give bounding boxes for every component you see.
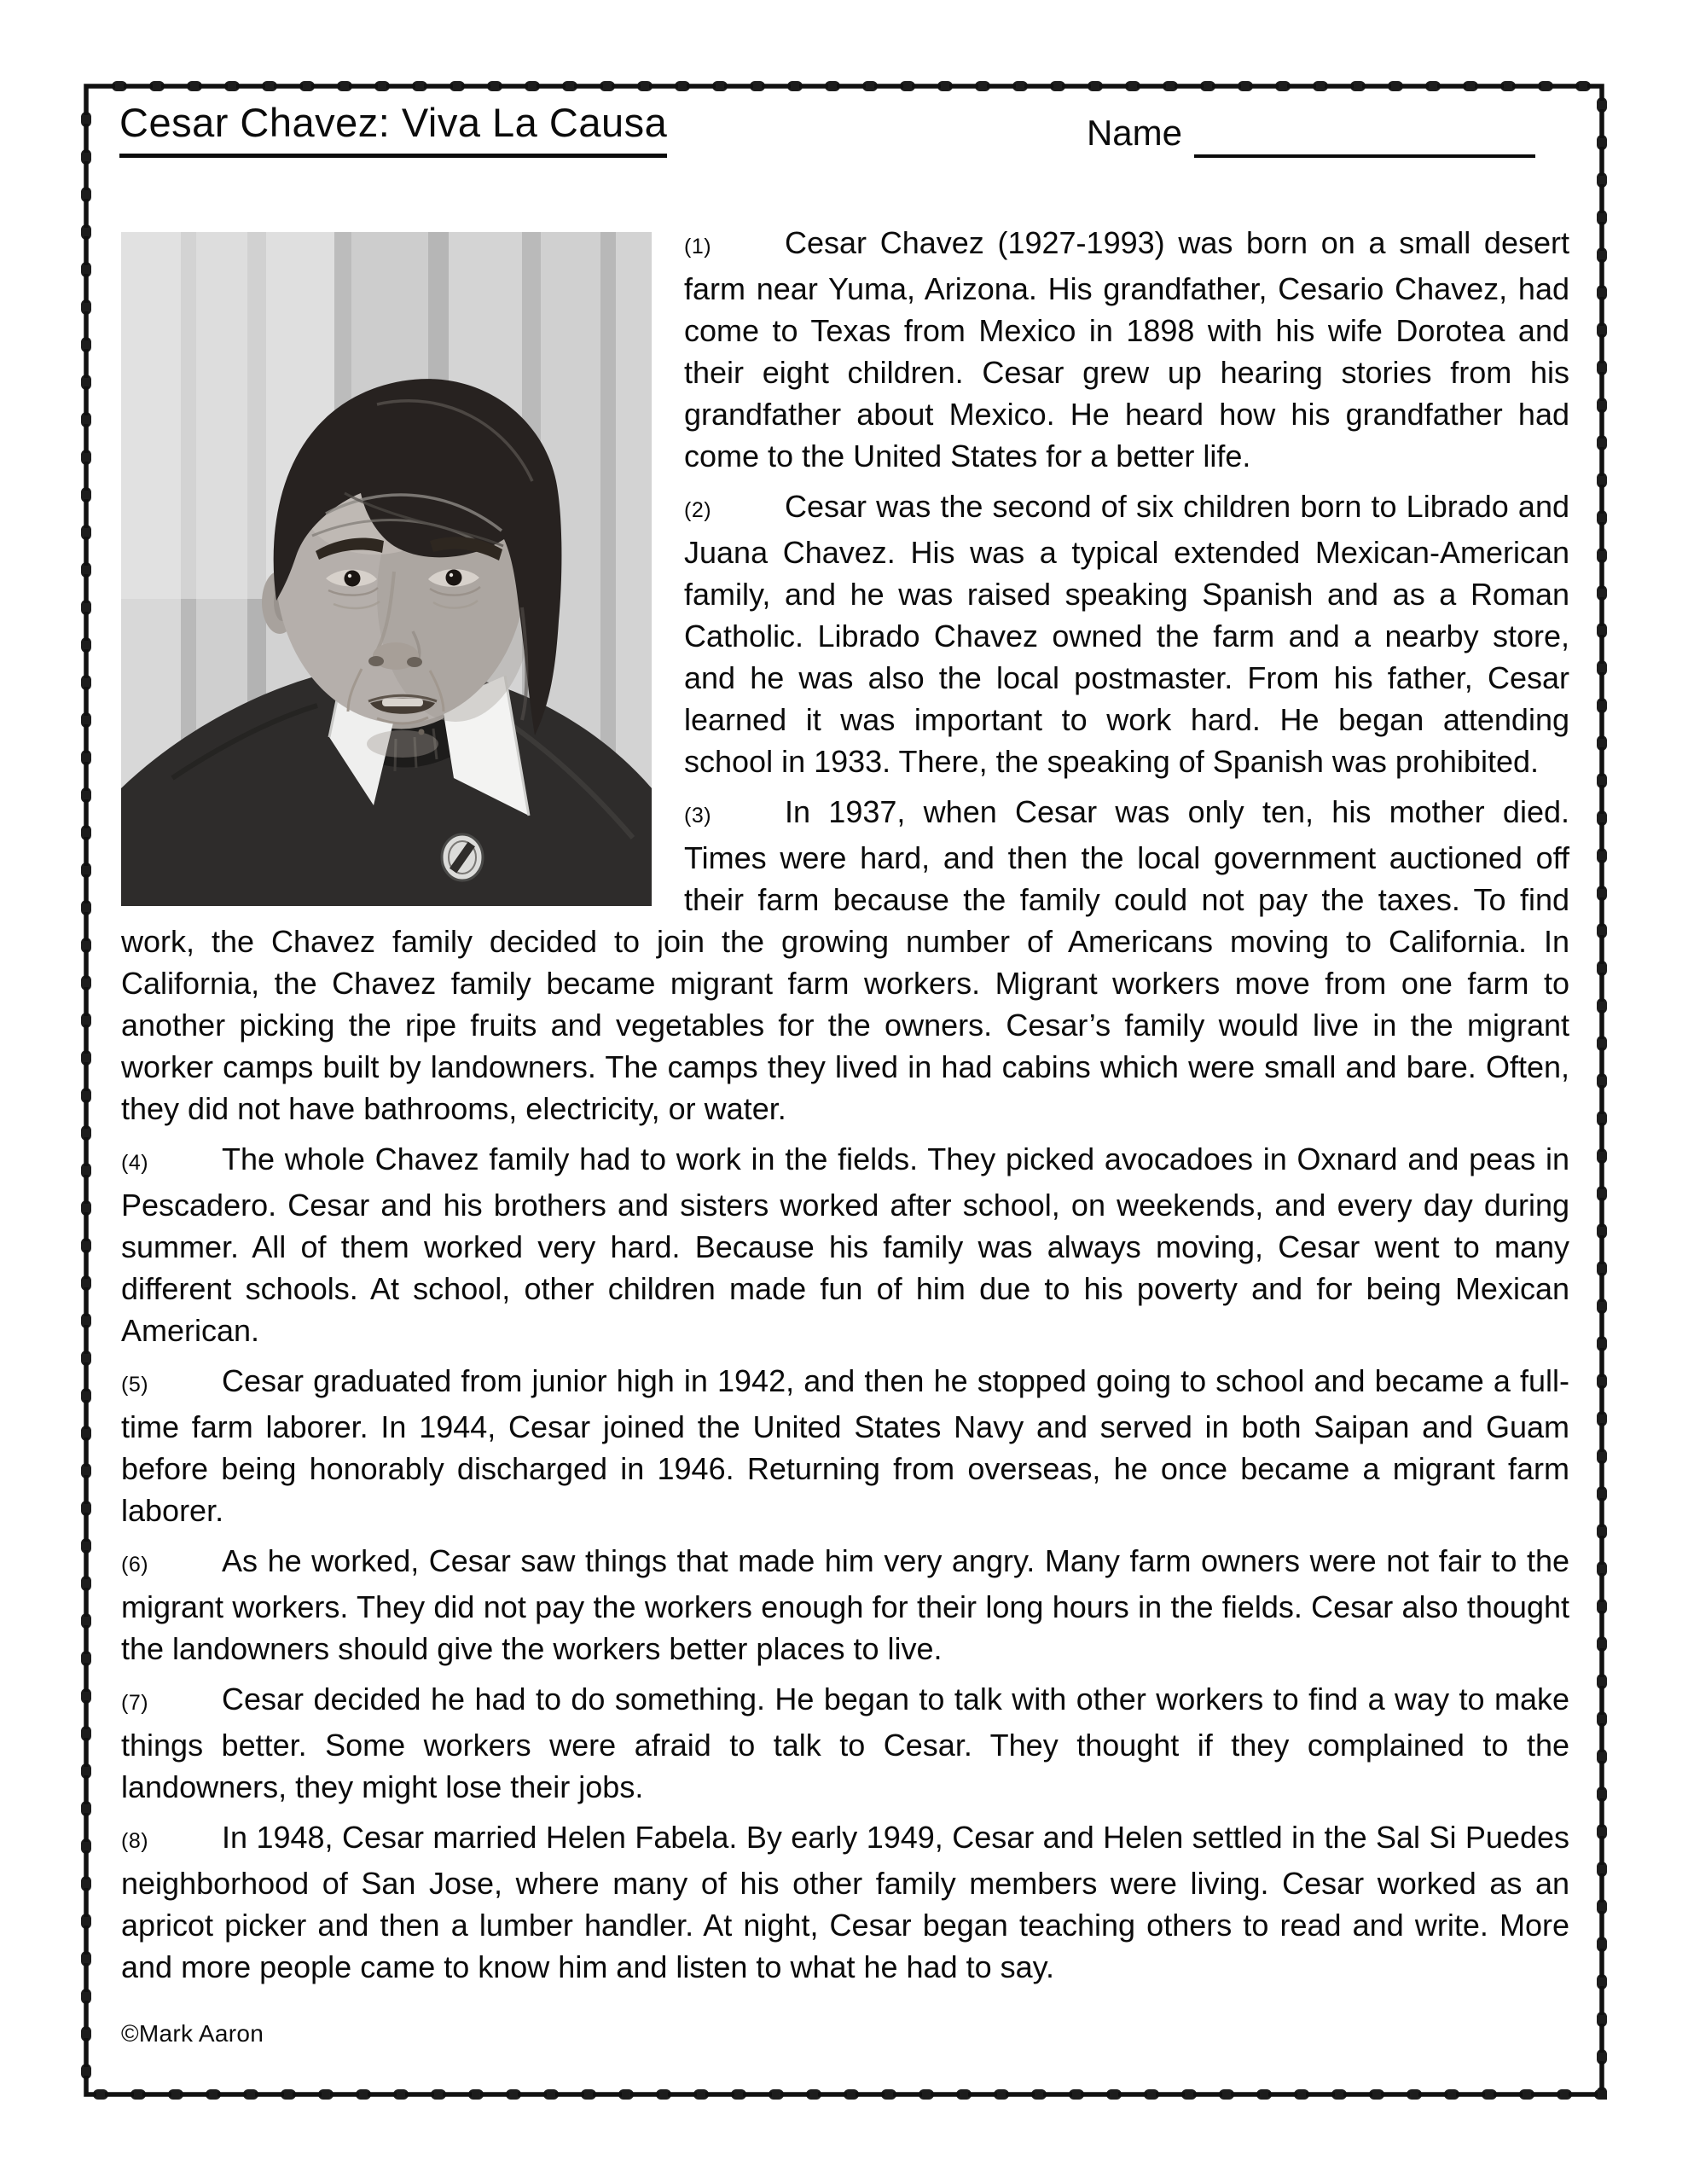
paragraph-number: (4) xyxy=(121,1151,149,1175)
paragraph-text: In 1948, Cesar married Helen Fabela. By early 1949, Cesar and Helen settled in the Sal Si Puedes neighborhood of San Jose, where many of his other family members were living. Cesar worked as an apricot picker and then a lumber handler. At night, Cesar began teaching others to read and write. More and more people came to know him and listen to what he had to say. xyxy=(121,1820,1569,1984)
paragraph-7 xyxy=(121,1678,1569,1808)
paragraph-text: Cesar graduated from junior high in 1942, and then he stopped going to school and became a full-time farm laborer. In 1944, Cesar joined the United States Navy and served in both Saipan and Guam before being honorably discharged in 1946. Returning from overseas, he once became a migrant farm laborer. xyxy=(121,1363,1569,1528)
paragraph-text: Cesar Chavez (1927-1993) was born on a small desert farm near Yuma, Arizona. His grandfather, Cesario Chavez, had come to Texas from Mexico in 1898 with his wife Dorotea and their eight children. Cesar grew up hearing stories from his grandfather about Mexico. He heard how his grandfather had come to the United States for a better life. xyxy=(684,225,1569,473)
paragraph-number: (2) xyxy=(684,498,712,522)
paragraph-5 xyxy=(121,1360,1569,1531)
paragraph-number: (6) xyxy=(121,1553,149,1577)
paragraph-text: As he worked, Cesar saw things that made him very angry. Many farm owners were not fair to the migrant workers. They did not pay the workers enough for their long hours in the fields. Cesar also thought the landowners should give the workers better places to live. xyxy=(121,1543,1569,1666)
paragraph-number: (1) xyxy=(684,235,712,258)
paragraph-4 xyxy=(121,1138,1569,1351)
paragraph-text: In 1937, when Cesar was only ten, his mother died. Times were hard, and then the local government auctioned off their farm because the family could not pay the taxes. To find work, the Chavez family decided to join the growing number of Americans moving to California. In California, the Chavez family became migrant farm workers. Migrant workers move from one farm to another picking the ripe fruits and vegetables for the owners. Cesar’s family would live in the migrant worker camps built by landowners. The camps they lived in had cabins which were small and bare. Often, they did not have bathrooms, electricity, or water. xyxy=(121,794,1569,1126)
paragraph-6 xyxy=(121,1540,1569,1670)
name-label: Name xyxy=(1086,112,1182,153)
paragraph-text: Cesar decided he had to do something. He began to talk with other workers to find a way to make things better. Some workers were afraid to talk to Cesar. They thought if they complained to the landowners, they might lose their jobs. xyxy=(121,1682,1569,1804)
copyright: ©Mark Aaron xyxy=(121,2020,264,2047)
cesar-chavez-photo xyxy=(121,232,652,906)
paragraph-text: The whole Chavez family had to work in the fields. They picked avocadoes in Oxnard and peas in Pescadero. Cesar and his brothers and sisters worked after school, on weekends, and every day during summer. All of them worked very hard. Because his family was always moving, Cesar went to many different schools. At school, other children made fun of him due to his poverty and for being Mexican American. xyxy=(121,1141,1569,1348)
page-header xyxy=(119,101,1569,158)
name-blank-line[interactable] xyxy=(1194,117,1535,158)
name-field xyxy=(1087,113,1535,158)
reading-passage xyxy=(121,222,1569,1996)
paragraph-8 xyxy=(121,1816,1569,1988)
button-pin xyxy=(442,834,483,880)
paragraph-text: Cesar was the second of six children born to Librado and Juana Chavez. His was a typical extended Mexican-American family, and he was raised speaking Spanish and as a Roman Catholic. Librado Chavez owned the farm and a nearby store, and he was also the local postmaster. From his father, Cesar learned it was important to work hard. He began attending school in 1933. There, the speaking of Spanish was prohibited. xyxy=(684,489,1569,779)
paragraph-number: (7) xyxy=(121,1691,149,1715)
paragraph-number: (8) xyxy=(121,1829,149,1853)
paragraph-number: (5) xyxy=(121,1373,149,1397)
page-title: Cesar Chavez: Viva La Causa xyxy=(119,101,667,158)
paragraph-number: (3) xyxy=(684,804,712,828)
